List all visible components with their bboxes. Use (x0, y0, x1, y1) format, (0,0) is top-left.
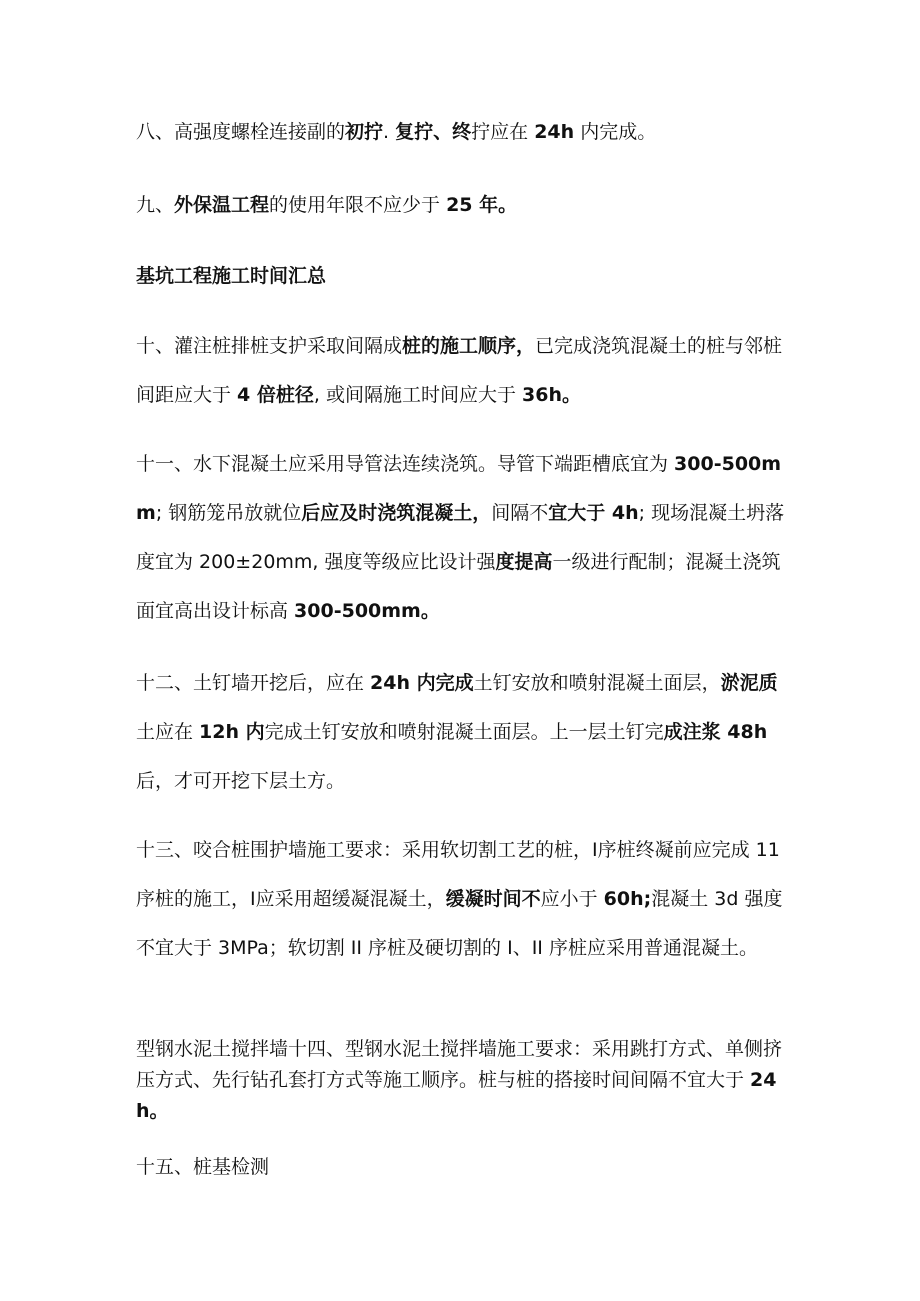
p10-bold: 4 倍桩径 (237, 384, 314, 406)
p13-text: 应小于 (540, 888, 604, 910)
p10-bold: 36h。 (522, 384, 581, 406)
p12-text: 后，才可开挖下层土方。 (136, 770, 346, 792)
p12-bold: 24h 内完成 (370, 672, 474, 694)
paragraph-9 (136, 181, 788, 230)
p11-bold: 后应及时浇筑混凝土， (301, 502, 492, 524)
p8-bold: 24h (534, 121, 575, 143)
p12-bold: 12h 内 (199, 721, 265, 743)
p12-text: 十二、土钉墙开挖后，应在 (136, 672, 371, 694)
section-heading: 基坑工程施工时间汇总 (136, 265, 327, 287)
p9-bold: 外保温工程 (174, 194, 270, 216)
p10-bold: 桩的施工顺序， (402, 335, 536, 357)
p13-bold: 缓凝时间不 (445, 888, 541, 910)
p10-text: 十、灌注桩排桩支护采取间隔成 (136, 335, 403, 357)
p12-text: 土钉安放和喷射混凝土面层， (473, 672, 721, 694)
p8-text: . (383, 121, 396, 143)
p12-bold: 淤泥质 (720, 672, 778, 694)
p11-bold: 度提高 (495, 551, 553, 573)
p8-text: 拧应在 (471, 121, 535, 143)
paragraph-14 (136, 1034, 788, 1127)
paragraph-8 (136, 108, 788, 157)
p11-text: 间隔不 (491, 502, 549, 524)
p11-bold: 300-500mm。 (294, 600, 440, 622)
paragraph-15: 十五、桩基检测 (136, 1156, 270, 1178)
p13-bold: 60h; (603, 888, 652, 910)
paragraph-12 (136, 659, 788, 806)
p11-text: 一级进行配制；混凝土浇筑面宜高出设计标高 (136, 551, 781, 622)
p14-bold: 24h。 (136, 1069, 777, 1122)
p10-text: , 或间隔施工时间应大于 (313, 384, 523, 406)
p9-bold: 25 年。 (446, 194, 518, 216)
p9-text: 的使用年限不应少于 (269, 194, 447, 216)
p11-text: ; 钢筋笼吊放就位 (155, 502, 302, 524)
p8-bold: 复拧、终 (395, 121, 472, 143)
p11-text: 十一、水下混凝土应采用导管法连续浇筑。导管下端距槽底宜为 (136, 453, 675, 475)
p8-bold: 初拧 (345, 121, 384, 143)
paragraph-10 (136, 322, 788, 420)
p10-text: 已完成浇筑混凝土的桩与邻桩间距应大于 (136, 335, 783, 406)
p8-text: 八、高强度螺栓连接副的 (136, 121, 346, 143)
p9-text: 九、 (136, 194, 175, 216)
p13-text: 十三、咬合桩围护墙施工要求：采用软切割工艺的桩，Ⅰ序桩终凝前应完成 11 序桩的施工，Ⅰ应采用超缓凝混凝土， (136, 839, 780, 910)
p12-text: 土应在 (136, 721, 200, 743)
p11-bold: 300-500mm (136, 453, 782, 524)
p13-text: 混凝土 3d 强度不宜大于 3MPa；软切割 II 序桩及硬切割的 I、II 序桩应采用普通混凝土。 (136, 888, 783, 959)
p11-text: ; 现场混凝土坍落度宜为 200±20mm, 强度等级应比设计强 (136, 502, 785, 573)
paragraph-11 (136, 440, 788, 636)
p14-text: 型钢水泥土搅拌墙十四、型钢水泥土搅拌墙施工要求：采用跳打方式、单侧挤压方式、先行钻孔套打方式等施工顺序。桩与桩的搭接时间间隔不宜大于 (136, 1038, 783, 1091)
p12-bold: 成注浆 48h (663, 721, 768, 743)
p8-text: 内完成。 (574, 121, 657, 143)
p11-bold: 宜大于 4h (548, 502, 639, 524)
paragraph-13 (136, 826, 788, 973)
p12-text: 完成土钉安放和喷射混凝土面层。上一层土钉完 (264, 721, 664, 743)
